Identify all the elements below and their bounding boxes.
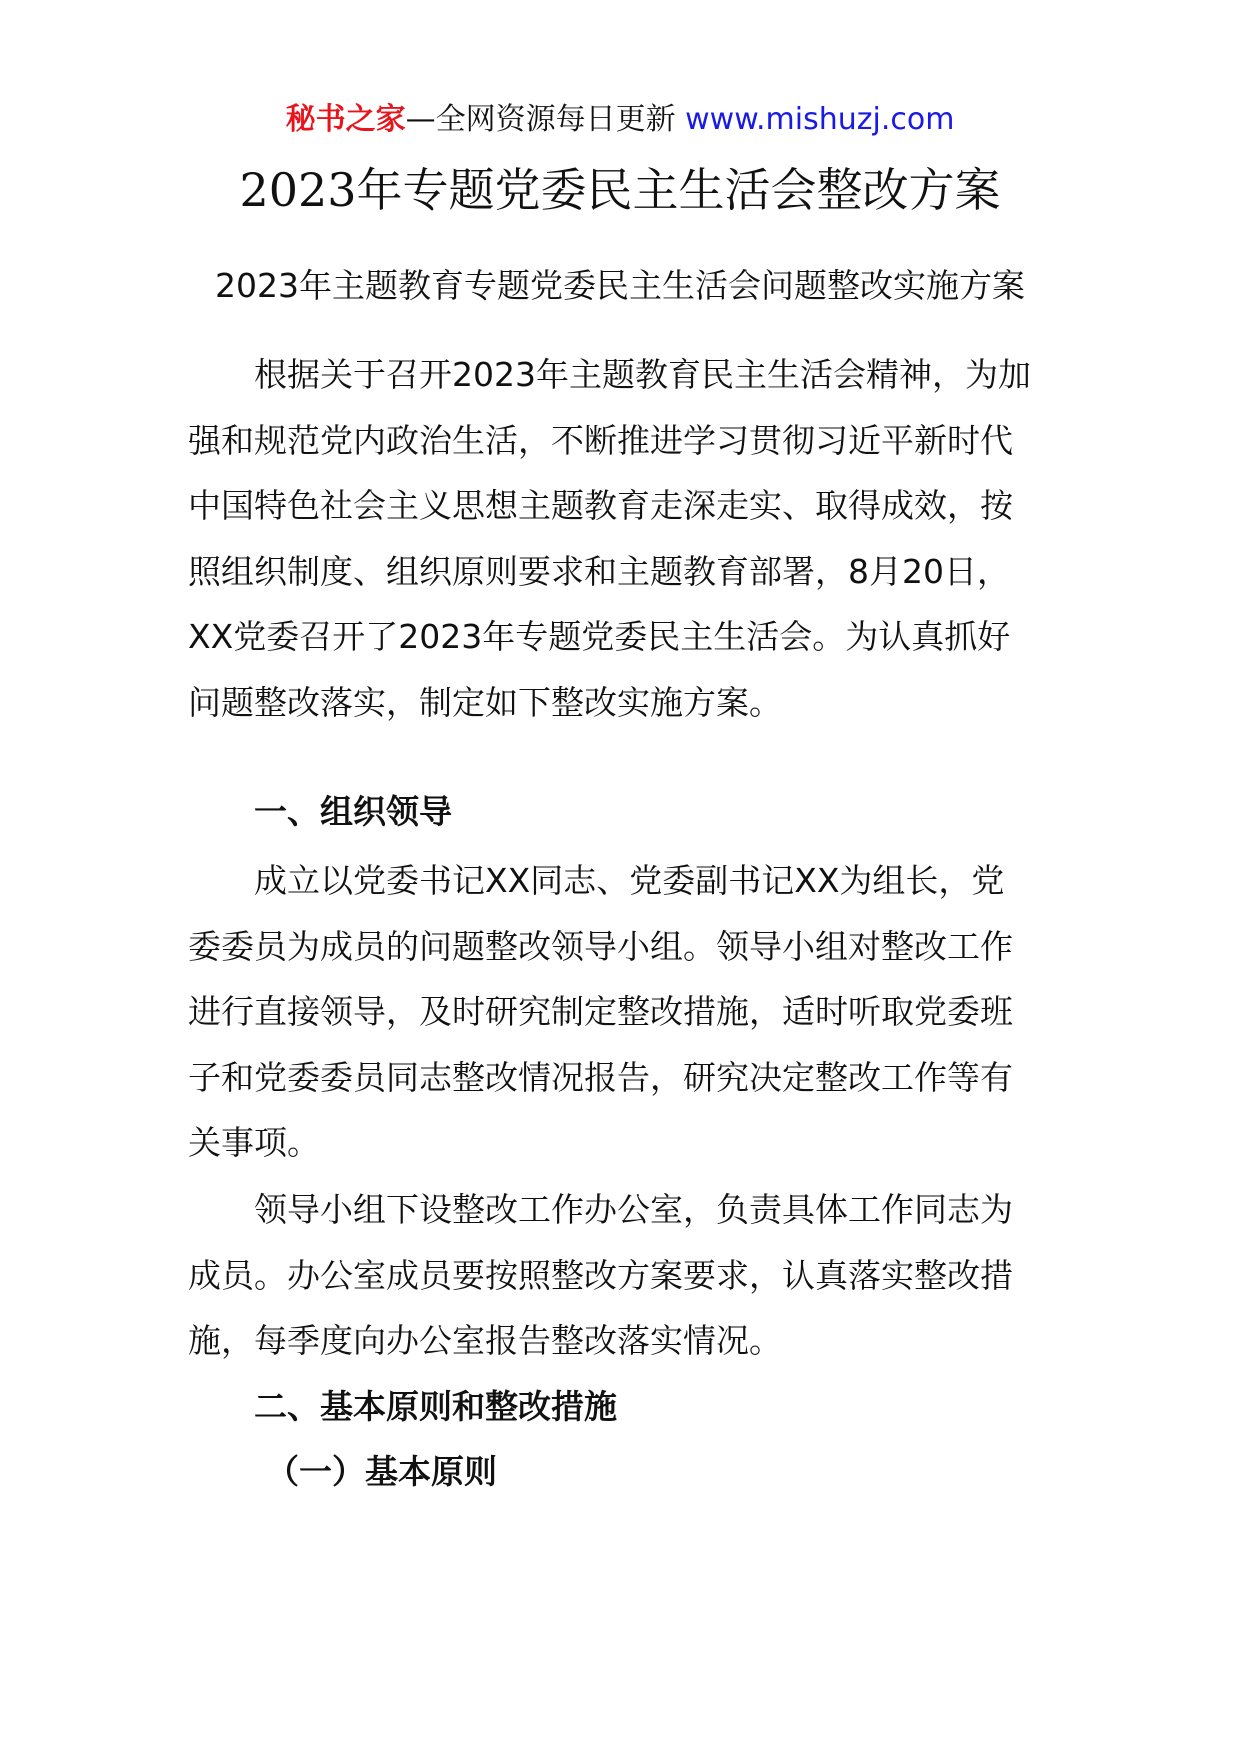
paragraph-line: XX党委召开了2023年专题党委民主生活会。为认真抓好 xyxy=(188,617,1011,656)
banner-url-link[interactable]: www.mishuzj.com xyxy=(685,102,955,137)
section-heading-organization: 一、组织领导 xyxy=(254,792,452,831)
banner-brand: 秘书之家 xyxy=(285,102,406,137)
paragraph xyxy=(188,342,1068,735)
paragraph-line: 问题整改落实，制定如下整改实施方案。 xyxy=(188,682,782,722)
paragraph xyxy=(188,848,1068,1176)
paragraph-line: 进行直接领导，及时研究制定整改措施，适时听取党委班 xyxy=(188,992,1013,1031)
paragraph-line: 成员。办公室成员要按照整改方案要求，认真落实整改措 xyxy=(188,1255,1013,1295)
site-banner xyxy=(0,100,1240,140)
paragraph-organization xyxy=(188,848,1068,1176)
paragraph-office xyxy=(188,1177,1068,1374)
banner-tagline: —全网资源每日更新 xyxy=(405,102,686,137)
paragraph-line: 照组织制度、组织原则要求和主题教育部署，8月20日， xyxy=(188,551,1010,591)
section-heading-principles: 二、基本原则和整改措施 xyxy=(254,1387,617,1426)
paragraph-line: 委委员为成员的问题整改领导小组。领导小组对整改工作 xyxy=(188,926,1013,966)
paragraph-line: 根据关于召开2023年主题教育民主生活会精神，为加 xyxy=(254,355,1031,394)
document-title-text: 年专题党委民主生活会整改方案 xyxy=(356,163,1001,217)
paragraph-line: 中国特色社会主义思想主题教育走深走实、取得成效，按 xyxy=(188,486,1013,525)
paragraph xyxy=(188,1177,1068,1374)
document-title xyxy=(0,162,1240,218)
paragraph-intro xyxy=(188,342,1068,735)
paragraph-line: 强和规范党内政治生活，不断推进学习贯彻习近平新时代 xyxy=(188,420,1013,460)
document-subtitle: 2023年主题教育专题党委民主生活会问题整改实施方案 xyxy=(215,266,1025,305)
paragraph-line: 关事项。 xyxy=(188,1123,320,1162)
paragraph-line: 子和党委委员同志整改情况报告，研究决定整改工作等有 xyxy=(188,1057,1013,1097)
subsection-heading-basic-principles: （一）基本原则 xyxy=(266,1452,497,1491)
document-title-year: 2023 xyxy=(239,163,357,217)
paragraph-line: 施，每季度向办公室报告整改落实情况。 xyxy=(188,1321,782,1360)
paragraph-line: 领导小组下设整改工作办公室，负责具体工作同志为 xyxy=(254,1190,1013,1229)
paragraph-line: 成立以党委书记XX同志、党委副书记XX为组长，党 xyxy=(254,861,1005,900)
